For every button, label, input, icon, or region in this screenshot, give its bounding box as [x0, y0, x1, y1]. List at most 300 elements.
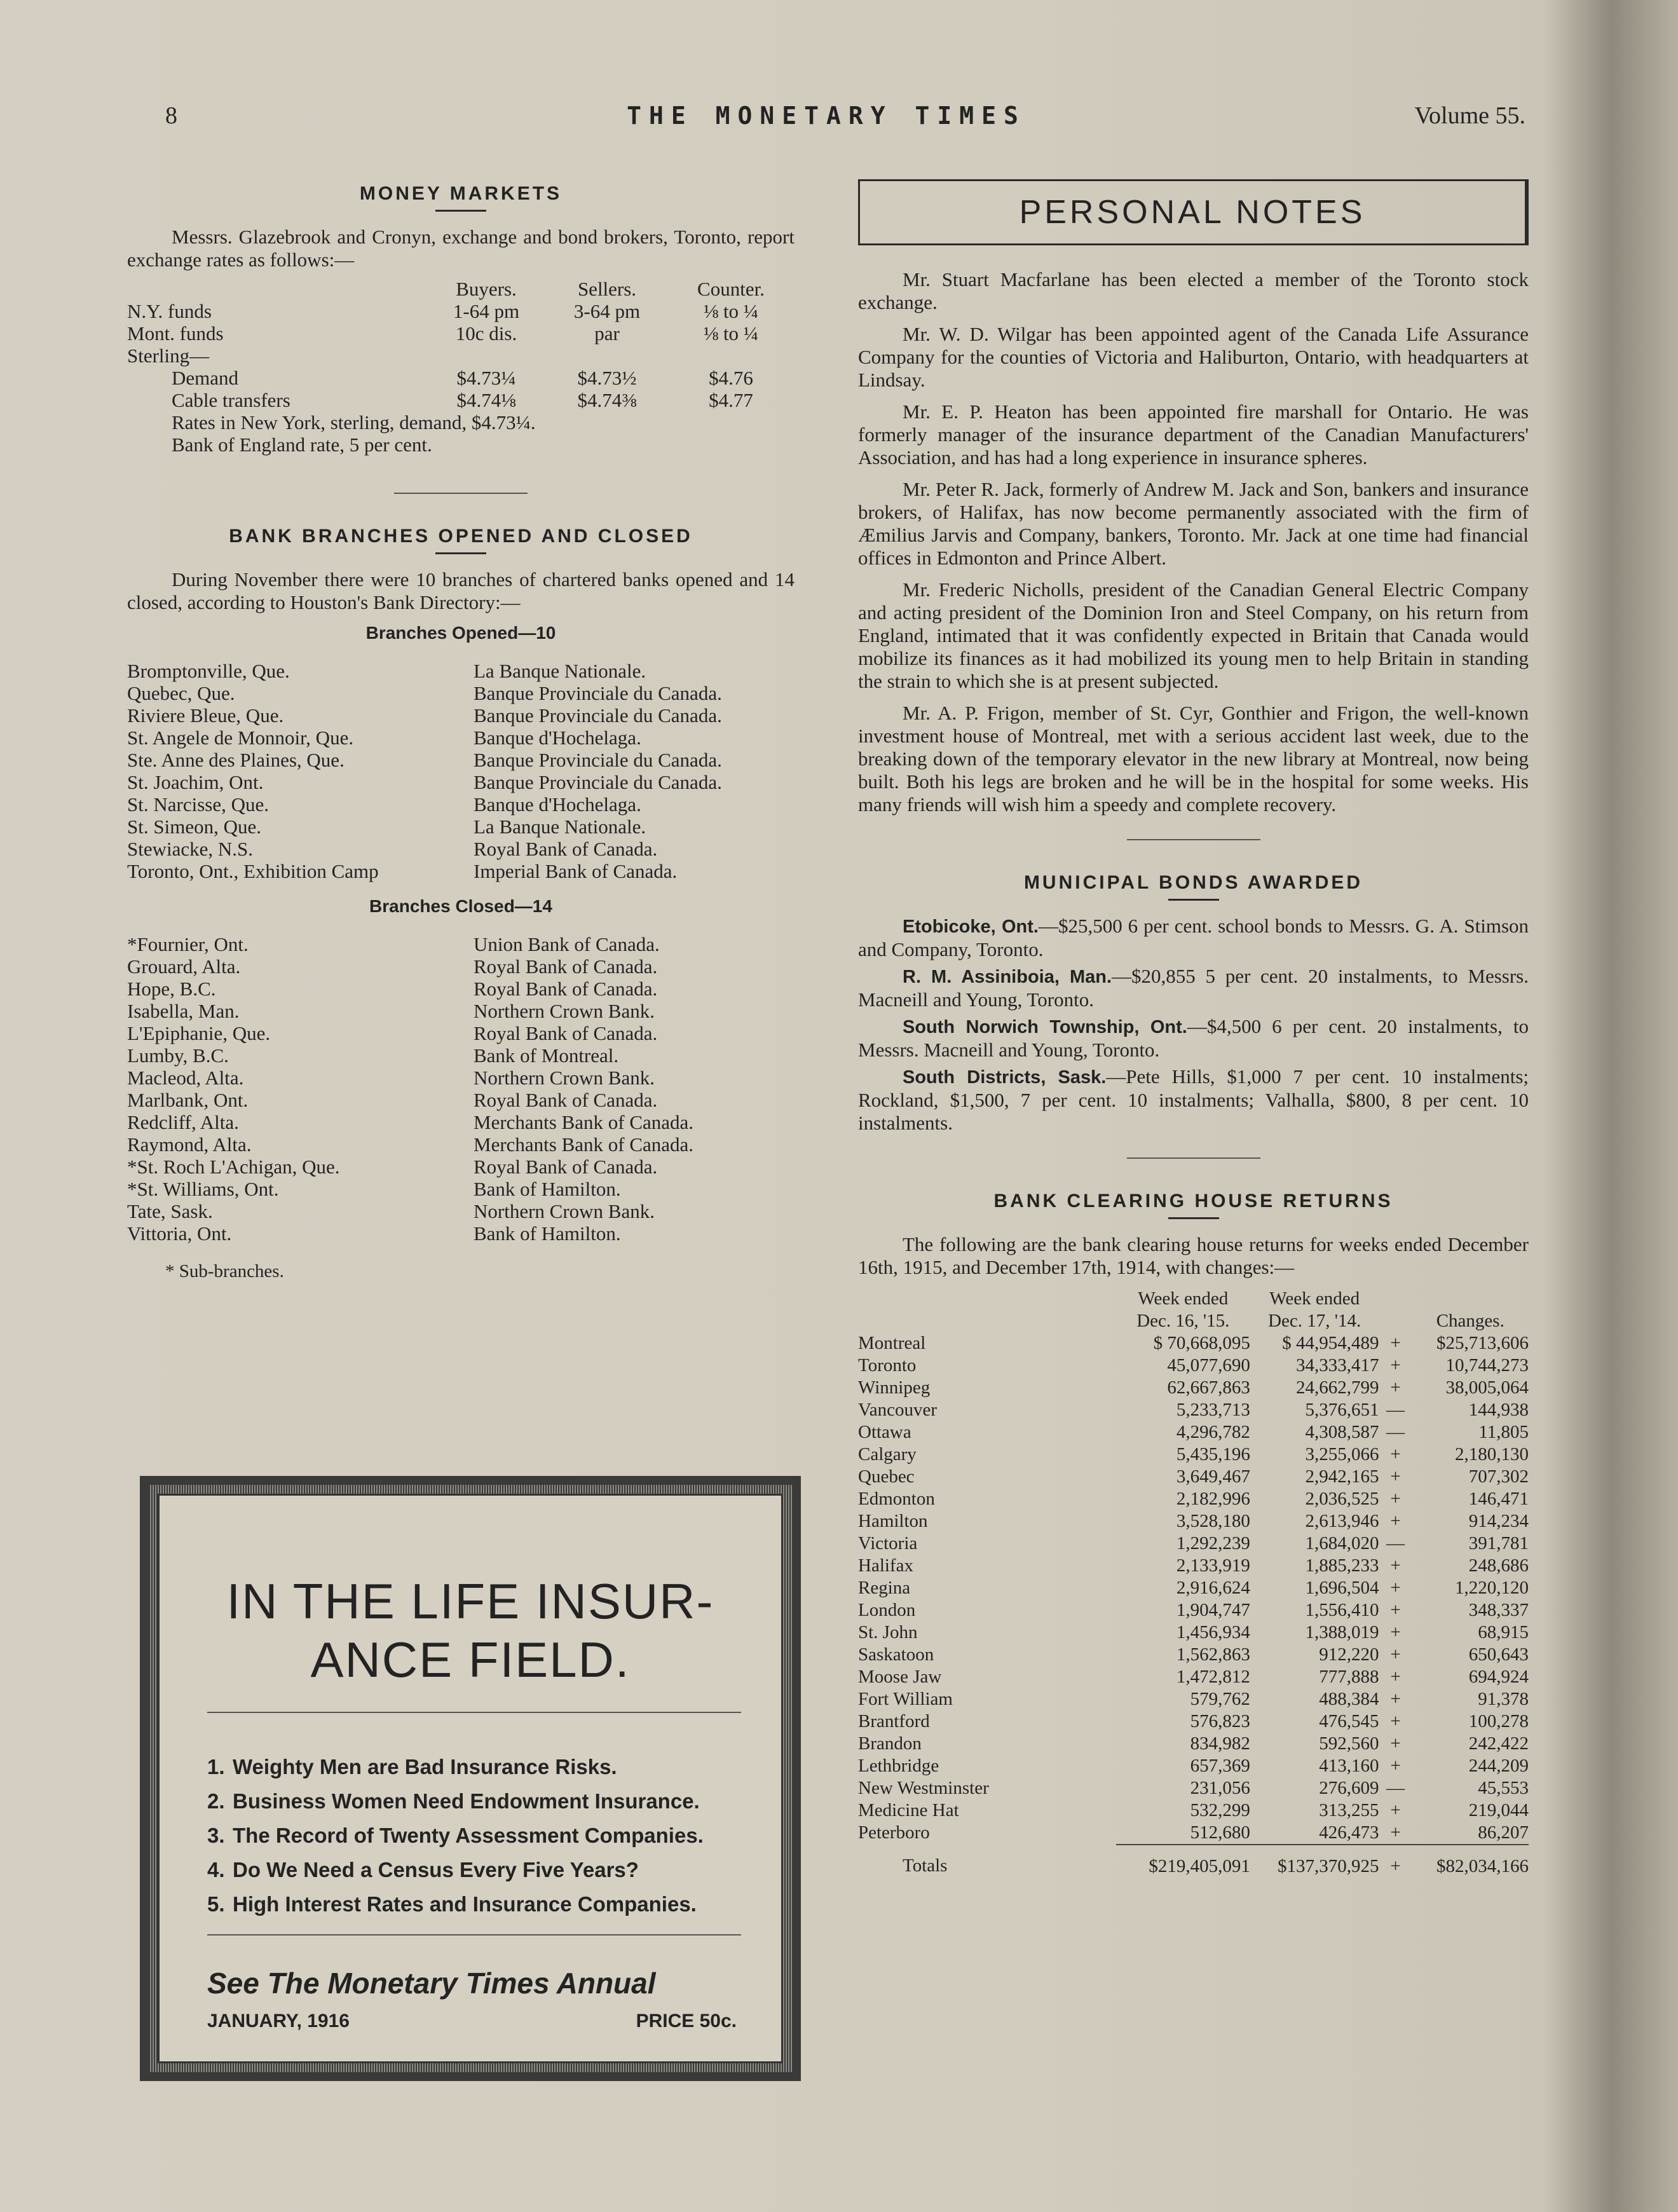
- branch-place: Grouard, Alta.: [127, 955, 241, 978]
- changes-header: Changes.: [1436, 1311, 1504, 1331]
- branch-row: [127, 749, 795, 771]
- branch-bank: Royal Bank of Canada.: [474, 978, 658, 1000]
- branch-row: [127, 793, 795, 816]
- clearing-change: 244,209: [1468, 1756, 1529, 1776]
- clearing-1915: 834,982: [1190, 1733, 1250, 1754]
- clearing-city: Calgary: [858, 1444, 917, 1464]
- branch-place: *St. Roch L'Achigan, Que.: [127, 1156, 340, 1178]
- branch-place: *Fournier, Ont.: [127, 933, 249, 955]
- advertisement-item: [207, 1853, 704, 1887]
- advertisement-item-text: The Record of Twenty Assessment Companies.: [233, 1824, 704, 1847]
- clearing-1914: 2,942,165: [1305, 1466, 1379, 1487]
- clearing-1914: 413,160: [1319, 1756, 1379, 1776]
- clearing-1914: 276,609: [1319, 1778, 1379, 1798]
- clearing-sign: +: [1390, 1355, 1401, 1376]
- rate-label: N.Y. funds: [127, 300, 212, 322]
- week-1915-header-top: Week ended: [1138, 1288, 1229, 1309]
- rate-sellers: $4.73½: [577, 367, 637, 389]
- rate-counter: $4.77: [709, 389, 753, 411]
- clearing-row: [858, 1332, 1529, 1355]
- clearing-sign: +: [1390, 1333, 1401, 1353]
- clearing-1915: 579,762: [1190, 1689, 1250, 1709]
- clearing-city: Quebec: [858, 1466, 915, 1487]
- heading-rule: [435, 210, 486, 212]
- clearing-1914: 2,613,946: [1305, 1511, 1379, 1531]
- clearing-1914: 1,556,410: [1305, 1600, 1379, 1620]
- clearing-1915: 5,233,713: [1176, 1400, 1250, 1420]
- bond-award: [858, 1065, 1529, 1135]
- right-column: [858, 172, 1529, 1878]
- bond-award: [858, 965, 1529, 1011]
- clearing-change: 68,915: [1478, 1622, 1529, 1642]
- advertisement-item-text: Business Women Need Endowment Insurance.: [233, 1789, 700, 1813]
- municipal-bonds-heading: MUNICIPAL BONDS AWARDED: [1023, 872, 1363, 893]
- branch-place: Toronto, Ont., Exhibition Camp: [127, 860, 379, 882]
- rate-sellers: par: [594, 322, 620, 345]
- branch-row: [127, 1044, 795, 1067]
- branches-closed-heading: Branches Closed—14: [369, 896, 552, 916]
- branch-row: [127, 1133, 795, 1156]
- branch-bank: Bank of Hamilton.: [474, 1222, 621, 1245]
- branch-bank: Royal Bank of Canada.: [474, 1022, 658, 1044]
- advertisement-inner: [158, 1494, 783, 2063]
- branch-place: St. Narcisse, Que.: [127, 793, 269, 816]
- clearing-row: [858, 1621, 1529, 1644]
- branches-opened-table: [127, 660, 795, 882]
- advertisement-item-number: 3.: [207, 1824, 225, 1847]
- clearing-city: Victoria: [858, 1533, 918, 1553]
- branch-row: [127, 1111, 795, 1133]
- clearing-1915: 2,133,919: [1176, 1555, 1250, 1576]
- rate-buyers: $4.74⅛: [456, 389, 516, 411]
- bond-details: —$20,855 5 per cent. 20 instalments, to Messrs. Macneill and Young, Toronto.: [858, 965, 1529, 1011]
- personal-note-paragraph: Mr. Stuart Macfarlane has been elected a member of the Toronto stock exchange.: [858, 268, 1529, 313]
- personal-note-paragraph: Mr. W. D. Wilgar has been appointed agent of the Canada Life Assurance Company for the counties of Victoria and Haliburton, Ontario, with headquarters at Lindsay.: [858, 323, 1529, 391]
- branch-place: Hope, B.C.: [127, 978, 216, 1000]
- clearing-city: Brantford: [858, 1711, 930, 1731]
- totals-label: Totals: [903, 1855, 948, 1876]
- rate-sellers: $4.74⅜: [577, 389, 637, 411]
- clearing-sign: +: [1390, 1444, 1401, 1464]
- branch-bank: Bank of Montreal.: [474, 1044, 619, 1067]
- clearing-sign: +: [1390, 1489, 1401, 1509]
- branch-place: Vittoria, Ont.: [127, 1222, 232, 1245]
- clearing-city: Peterboro: [858, 1822, 930, 1843]
- clearing-house-heading: BANK CLEARING HOUSE RETURNS: [993, 1191, 1393, 1212]
- clearing-1915: 532,299: [1190, 1800, 1250, 1820]
- clearing-1915: 62,667,863: [1167, 1377, 1250, 1398]
- advertisement-price: PRICE 50c.: [636, 2011, 737, 2031]
- branches-opened-heading: Branches Opened—10: [365, 623, 556, 643]
- branch-bank: Merchants Bank of Canada.: [474, 1111, 694, 1133]
- clearing-1914: 777,888: [1319, 1667, 1379, 1687]
- clearing-change: 45,553: [1478, 1778, 1529, 1798]
- sub-branches-footnote: * Sub-branches.: [165, 1261, 284, 1281]
- bond-award: [858, 1015, 1529, 1062]
- rate-label: Demand: [172, 367, 239, 389]
- branch-place: Lumby, B.C.: [127, 1044, 229, 1067]
- clearing-change: 10,744,273: [1445, 1355, 1529, 1376]
- clearing-1915: 45,077,690: [1167, 1355, 1250, 1376]
- clearing-row: [858, 1488, 1529, 1510]
- clearing-change: 11,805: [1478, 1422, 1529, 1442]
- branch-bank: Banque Provinciale du Canada.: [474, 704, 722, 727]
- clearing-change: 219,044: [1468, 1800, 1529, 1820]
- section-divider: [394, 493, 528, 494]
- advertisement-rule: [207, 1934, 741, 1936]
- rate-counter: [667, 345, 795, 367]
- clearing-city: London: [858, 1600, 916, 1620]
- branch-place: Isabella, Man.: [127, 1000, 240, 1022]
- clearing-row: [858, 1822, 1529, 1845]
- clearing-1915: 1,472,812: [1176, 1667, 1250, 1687]
- personal-notes-box: [858, 179, 1529, 245]
- clearing-change: 38,005,064: [1445, 1377, 1529, 1398]
- clearing-row: [858, 1377, 1529, 1399]
- week-1914-header-top: Week ended: [1269, 1288, 1360, 1309]
- clearing-change: 1,220,120: [1455, 1578, 1529, 1598]
- branch-row: [127, 933, 795, 955]
- bond-details: —$4,500 6 per cent. 20 instalments, to Messrs. Macneill and Young, Toronto.: [858, 1015, 1529, 1061]
- personal-notes-heading: PERSONAL NOTES: [1019, 194, 1366, 231]
- branch-bank: Northern Crown Bank.: [474, 1067, 655, 1089]
- exchange-rates-table: [127, 278, 795, 411]
- branch-bank: Banque d'Hochelaga.: [474, 793, 641, 816]
- bond-details: —$25,500 6 per cent. school bonds to Messrs. G. A. Stimson and Company, Toronto.: [858, 915, 1529, 960]
- clearing-sign: +: [1390, 1555, 1401, 1576]
- branch-bank: La Banque Nationale.: [474, 660, 646, 682]
- clearing-row: [858, 1510, 1529, 1533]
- clearing-1915: 5,435,196: [1176, 1444, 1250, 1464]
- buyers-header: Buyers.: [456, 278, 517, 300]
- advertisement-item-number: 2.: [207, 1789, 225, 1813]
- clearing-city: Montreal: [858, 1333, 926, 1353]
- municipal-bonds-body: [858, 915, 1529, 1135]
- money-markets-intro: Messrs. Glazebrook and Cronyn, exchange and bond brokers, Toronto, report exchange rates as follows:—: [127, 226, 795, 271]
- heading-rule: [1168, 1217, 1219, 1219]
- clearing-1914: 912,220: [1319, 1644, 1379, 1665]
- volume-number: Volume 55.: [1414, 102, 1525, 129]
- branch-bank: Bank of Hamilton.: [474, 1178, 621, 1200]
- rate-counter: ⅛ to ¼: [703, 300, 759, 322]
- clearing-city: Ottawa: [858, 1422, 911, 1442]
- totals-1915: $219,405,091: [1116, 1845, 1250, 1878]
- clearing-change: $25,713,606: [1436, 1333, 1529, 1353]
- rate-label: Sterling—: [127, 345, 210, 367]
- clearing-row: [858, 1644, 1529, 1666]
- personal-note-paragraph: Mr. Peter R. Jack, formerly of Andrew M. Jack and Son, bankers and insurance brokers, of Halifax, has now become permanently associated with the firm of Æmilius Jarvis and Company, bankers, Toronto. Mr. Jack at one time had financial offices in Edmonton and Prince Albert.: [858, 478, 1529, 569]
- branch-row: [127, 1022, 795, 1044]
- clearing-row: [858, 1555, 1529, 1577]
- heading-rule: [435, 552, 486, 554]
- left-column: [127, 172, 795, 1282]
- clearing-row: [858, 1755, 1529, 1777]
- clearing-1915: $ 70,668,095: [1153, 1333, 1250, 1353]
- clearing-1915: 2,182,996: [1176, 1489, 1250, 1509]
- rate-row: [127, 300, 795, 322]
- clearing-city: Saskatoon: [858, 1644, 934, 1665]
- clearing-header-row-2: [858, 1310, 1529, 1332]
- rates-note-ny: Rates in New York, sterling, demand, $4.73¼.: [172, 411, 536, 434]
- advertisement-date: JANUARY, 1916: [207, 2011, 350, 2031]
- clearing-1914: 488,384: [1319, 1689, 1379, 1709]
- clearing-change: 146,471: [1468, 1489, 1529, 1509]
- clearing-totals-row: [858, 1845, 1529, 1878]
- personal-note-paragraph: Mr. E. P. Heaton has been appointed fire marshall for Ontario. He was formerly manager of the insurance department of the Canadian Manufacturers' Association, and has had a long experience in insurance spheres.: [858, 400, 1529, 468]
- clearing-city: Hamilton: [858, 1511, 928, 1531]
- rate-buyers: $4.73¼: [456, 367, 516, 389]
- advertisement-item: [207, 1819, 704, 1853]
- clearing-1914: 1,696,504: [1305, 1578, 1379, 1598]
- totals-1914: $137,370,925: [1250, 1845, 1379, 1878]
- rate-row: [127, 345, 795, 367]
- advertisement-item-text: High Interest Rates and Insurance Companies.: [233, 1892, 697, 1916]
- clearing-change: 86,207: [1478, 1822, 1529, 1843]
- rate-counter: ⅛ to ¼: [703, 322, 759, 345]
- clearing-1915: 4,296,782: [1176, 1422, 1250, 1442]
- branch-place: Ste. Anne des Plaines, Que.: [127, 749, 344, 771]
- clearing-1914: 476,545: [1319, 1711, 1379, 1731]
- clearing-house-intro: The following are the bank clearing house returns for weeks ended December 16th, 1915, and December 17th, 1914, with changes:—: [858, 1233, 1529, 1278]
- clearing-row: [858, 1799, 1529, 1822]
- advertisement-item-number: 4.: [207, 1858, 225, 1881]
- bond-award: [858, 915, 1529, 961]
- clearing-row: [858, 1710, 1529, 1733]
- clearing-1914: 426,473: [1319, 1822, 1379, 1843]
- clearing-1915: 1,292,239: [1176, 1533, 1250, 1553]
- branch-bank: Banque Provinciale du Canada.: [474, 749, 722, 771]
- clearing-city: Winnipeg: [858, 1377, 931, 1398]
- section-divider: [1127, 839, 1260, 840]
- branch-place: St. Joachim, Ont.: [127, 771, 264, 793]
- advertisement-title: [160, 1572, 781, 1689]
- branch-row: [127, 727, 795, 749]
- branch-bank: Banque Provinciale du Canada.: [474, 682, 722, 704]
- advertisement-item: [207, 1750, 704, 1784]
- branch-row: [127, 955, 795, 978]
- personal-note-paragraph: Mr. A. P. Frigon, member of St. Cyr, Gonthier and Frigon, the well-known investment house of Montreal, met with a serious accident last week, due to the breaking down of the temporary elevator in the new library at Montreal, now being built. Both his legs are broken and he will be in the hospital for some weeks. His many friends will wish him a speedy and complete recovery.: [858, 702, 1529, 816]
- clearing-change: 242,422: [1468, 1733, 1529, 1754]
- clearing-1915: 1,456,934: [1176, 1622, 1250, 1642]
- clearing-row: [858, 1533, 1529, 1555]
- clearing-change: 650,643: [1468, 1644, 1529, 1665]
- clearing-1914: 1,684,020: [1305, 1533, 1379, 1553]
- branch-bank: Royal Bank of Canada.: [474, 838, 658, 860]
- clearing-sign: —: [1386, 1778, 1405, 1798]
- advertisement-item-text: Do We Need a Census Every Five Years?: [233, 1858, 639, 1881]
- clearing-1915: 657,369: [1190, 1756, 1250, 1776]
- clearing-1914: 1,388,019: [1305, 1622, 1379, 1642]
- clearing-sign: +: [1390, 1689, 1401, 1709]
- branch-place: Tate, Sask.: [127, 1200, 213, 1222]
- clearing-1914: 592,560: [1319, 1733, 1379, 1754]
- branch-place: Quebec, Que.: [127, 682, 235, 704]
- clearing-header-row-1: [858, 1288, 1529, 1310]
- rate-label: Cable transfers: [172, 389, 290, 411]
- branch-row: [127, 860, 795, 882]
- branches-closed-table: [127, 933, 795, 1245]
- clearing-1915: 2,916,624: [1176, 1578, 1250, 1598]
- clearing-1915: 3,649,467: [1176, 1466, 1250, 1487]
- advertisement-rule: [207, 1712, 741, 1713]
- counter-header: Counter.: [697, 278, 765, 300]
- clearing-change: 100,278: [1468, 1711, 1529, 1731]
- branch-bank: Banque Provinciale du Canada.: [474, 771, 722, 793]
- branch-place: L'Epiphanie, Que.: [127, 1022, 271, 1044]
- clearing-sign: +: [1390, 1377, 1401, 1398]
- branch-row: [127, 1222, 795, 1245]
- clearing-sign: +: [1390, 1511, 1401, 1531]
- personal-notes-body: [858, 268, 1529, 816]
- clearing-1914: 34,333,417: [1296, 1355, 1379, 1376]
- clearing-row: [858, 1355, 1529, 1377]
- branch-row: [127, 771, 795, 793]
- heading-rule: [1168, 899, 1219, 901]
- clearing-row: [858, 1777, 1529, 1799]
- clearing-row: [858, 1421, 1529, 1444]
- clearing-city: Vancouver: [858, 1400, 938, 1420]
- branch-row: [127, 1000, 795, 1022]
- clearing-change: 248,686: [1468, 1555, 1529, 1576]
- branch-bank: Union Bank of Canada.: [474, 933, 660, 955]
- week-1914-header: Dec. 17, '14.: [1268, 1311, 1361, 1331]
- publication-title: THE MONETARY TIMES: [627, 102, 1026, 130]
- advertisement-item: [207, 1784, 704, 1819]
- branch-bank: Northern Crown Bank.: [474, 1000, 655, 1022]
- clearing-1915: 1,904,747: [1176, 1600, 1250, 1620]
- advertisement-contents: [207, 1750, 704, 1922]
- advertisement-item: [207, 1887, 704, 1922]
- clearing-change: 144,938: [1468, 1400, 1529, 1420]
- rate-row: [127, 389, 795, 411]
- clearing-sign: —: [1386, 1533, 1405, 1553]
- bond-municipality: Etobicoke, Ont.: [903, 917, 1039, 937]
- bank-branches-heading: BANK BRANCHES OPENED AND CLOSED: [229, 526, 693, 547]
- branch-row: [127, 816, 795, 838]
- rate-sellers: 3-64 pm: [573, 300, 641, 322]
- branch-row: [127, 1178, 795, 1200]
- branch-row: [127, 838, 795, 860]
- totals-sign: +: [1379, 1845, 1412, 1878]
- branch-bank: Merchants Bank of Canada.: [474, 1133, 694, 1156]
- clearing-city: Moose Jaw: [858, 1667, 942, 1687]
- clearing-row: [858, 1733, 1529, 1755]
- rate-buyers: 1-64 pm: [453, 300, 520, 322]
- advertisement-item-text: Weighty Men are Bad Insurance Risks.: [233, 1755, 617, 1778]
- branch-place: Marlbank, Ont.: [127, 1089, 249, 1111]
- rates-note-boe: Bank of England rate, 5 per cent.: [172, 434, 432, 456]
- clearing-row: [858, 1444, 1529, 1466]
- rate-sellers: [547, 345, 667, 367]
- branch-place: Raymond, Alta.: [127, 1133, 252, 1156]
- advertisement-see-annual: See The Monetary Times Annual: [207, 1967, 656, 2000]
- advertisement-title-line1: IN THE LIFE INSUR-: [226, 1573, 714, 1629]
- clearing-city: Brandon: [858, 1733, 922, 1754]
- bond-details: —Pete Hills, $1,000 7 per cent. 10 instalments; Rockland, $1,500, 7 per cent. 10 instalments; Valhalla, $800, 8 per cent. 10 instalments.: [858, 1065, 1529, 1134]
- clearing-1915: 512,680: [1190, 1822, 1250, 1843]
- branch-row: [127, 660, 795, 682]
- branch-row: [127, 1200, 795, 1222]
- branch-bank: La Banque Nationale.: [474, 816, 646, 838]
- clearing-sign: +: [1390, 1733, 1401, 1754]
- clearing-city: Medicine Hat: [858, 1800, 959, 1820]
- advertisement-item-number: 5.: [207, 1892, 225, 1916]
- branch-place: St. Angele de Monnoir, Que.: [127, 727, 354, 749]
- clearing-change: 348,337: [1468, 1600, 1529, 1620]
- clearing-1914: 313,255: [1319, 1800, 1379, 1820]
- clearing-sign: +: [1390, 1578, 1401, 1598]
- personal-note-paragraph: Mr. Frederic Nicholls, president of the Canadian General Electric Company and acting president of the Dominion Iron and Steel Company, on his return from England, intimated that it was confidently expected in Britain that Canada would mobilize its finances as it had mobilized its young men to help Britain in standing the strain to which she is at present subjected.: [858, 578, 1529, 692]
- branch-place: *St. Williams, Ont.: [127, 1178, 279, 1200]
- advertisement-item-number: 1.: [207, 1755, 225, 1778]
- clearing-sign: +: [1390, 1466, 1401, 1487]
- bank-branches-intro: During November there were 10 branches of chartered banks opened and 14 closed, according to Houston's Bank Directory:—: [127, 568, 795, 613]
- clearing-city: Fort William: [858, 1689, 953, 1709]
- clearing-1915: 1,562,863: [1176, 1644, 1250, 1665]
- advertisement-title-line2: ANCE FIELD.: [310, 1632, 631, 1688]
- clearing-change: 2,180,130: [1455, 1444, 1529, 1464]
- clearing-change: 91,378: [1478, 1689, 1529, 1709]
- clearing-1915: 576,823: [1190, 1711, 1250, 1731]
- rate-label: Mont. funds: [127, 322, 224, 345]
- clearing-city: St. John: [858, 1622, 918, 1642]
- branch-place: St. Simeon, Que.: [127, 816, 261, 838]
- clearing-1914: $ 44,954,489: [1282, 1333, 1379, 1353]
- bond-municipality: South Norwich Township, Ont.: [903, 1017, 1187, 1037]
- rate-row: [127, 322, 795, 345]
- page-number: 8: [165, 102, 177, 129]
- section-divider: [1127, 1157, 1260, 1159]
- branch-place: Stewiacke, N.S.: [127, 838, 254, 860]
- branch-place: Redcliff, Alta.: [127, 1111, 239, 1133]
- clearing-city: Lethbridge: [858, 1756, 939, 1776]
- branch-row: [127, 1089, 795, 1111]
- clearing-row: [858, 1399, 1529, 1421]
- rate-row: [127, 367, 795, 389]
- branch-row: [127, 1156, 795, 1178]
- clearing-row: [858, 1666, 1529, 1688]
- clearing-city: Regina: [858, 1578, 911, 1598]
- branch-bank: Royal Bank of Canada.: [474, 1089, 658, 1111]
- branch-place: Macleod, Alta.: [127, 1067, 244, 1089]
- clearing-city: Edmonton: [858, 1489, 935, 1509]
- clearing-change: 914,234: [1468, 1511, 1529, 1531]
- clearing-city: Toronto: [858, 1355, 917, 1376]
- clearing-sign: +: [1390, 1711, 1401, 1731]
- branch-bank: Imperial Bank of Canada.: [474, 860, 678, 882]
- clearing-1914: 24,662,799: [1296, 1377, 1379, 1398]
- clearing-sign: +: [1390, 1667, 1401, 1687]
- clearing-row: [858, 1688, 1529, 1710]
- clearing-change: 707,302: [1468, 1466, 1529, 1487]
- clearing-sign: +: [1390, 1756, 1401, 1776]
- bond-municipality: South Districts, Sask.: [903, 1067, 1107, 1088]
- clearing-row: [858, 1466, 1529, 1488]
- clearing-change: 391,781: [1468, 1533, 1529, 1553]
- clearing-sign: —: [1386, 1400, 1405, 1420]
- branch-place: Bromptonville, Que.: [127, 660, 290, 682]
- clearing-sign: +: [1390, 1600, 1401, 1620]
- clearing-sign: +: [1390, 1644, 1401, 1665]
- branch-place: Riviere Bleue, Que.: [127, 704, 284, 727]
- clearing-1914: 4,308,587: [1305, 1422, 1379, 1442]
- branch-row: [127, 682, 795, 704]
- rate-counter: $4.76: [709, 367, 753, 389]
- clearing-house-table: [858, 1288, 1529, 1878]
- clearing-sign: —: [1386, 1422, 1405, 1442]
- annual-advertisement: [140, 1476, 801, 2081]
- branch-bank: Royal Bank of Canada.: [474, 1156, 658, 1178]
